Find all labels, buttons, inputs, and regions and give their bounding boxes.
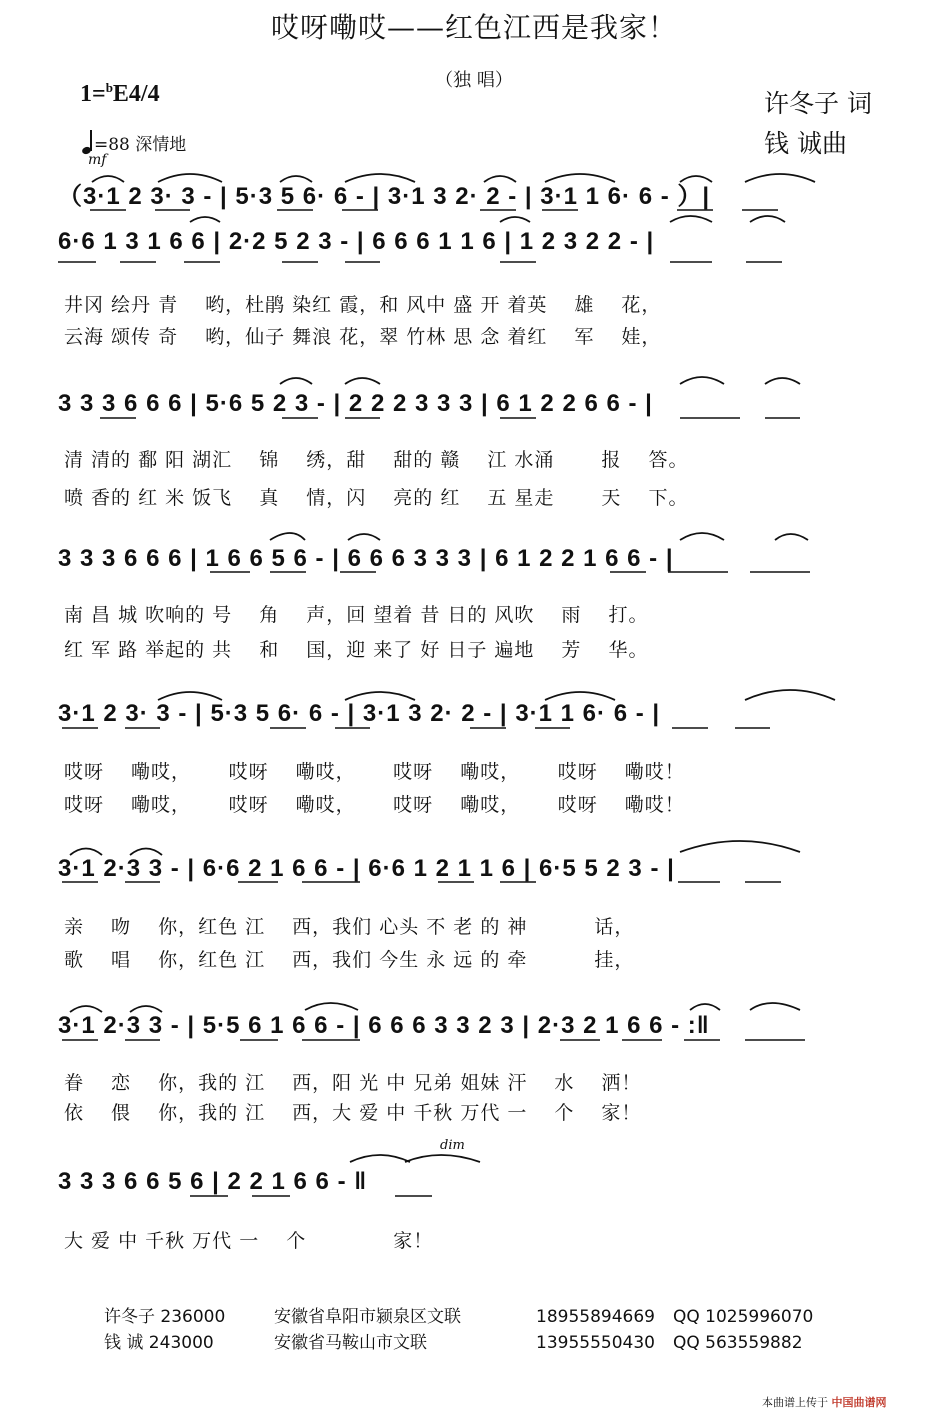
lyric-line-5a: 亲 吻 你，红色 江 西，我们 心头 不 老 的 神 话， <box>64 916 635 938</box>
contact-name-postcode: 钱 诚 243000 <box>104 1333 214 1353</box>
flat-sign: b <box>105 80 113 95</box>
lyric-line-5b: 歌 唱 你，红色 江 西，我们 今生 永 远 的 牵 挂， <box>64 949 635 971</box>
footer-row-composer <box>104 1328 803 1353</box>
score-line-intro: （3·1 2 3· 3 - | 5·3 5 6· 6 - | 3·1 3 2· 2 - | 3·1 1 6· 6 - ）| <box>58 183 711 210</box>
quarter-note-icon <box>82 130 92 154</box>
composer-credit: 钱 诚曲 <box>764 129 847 158</box>
song-title: 哎呀嘞哎——红色江西是我家！ <box>270 11 677 44</box>
score-line-6: 3·1 2·3 3 - | 5·5 6 1 6 6 - | 6 6 6 3 3 2 3 | 2·3 2 1 6 6 - :‖ <box>58 1012 710 1039</box>
lyricist-credit: 许冬子 词 <box>764 89 872 118</box>
contact-phone: 18955894669 <box>536 1307 655 1327</box>
lyric-line-3b: 红 军 路 举起的 共 和 国，迎 来了 好 日子 遍地 芳 华。 <box>64 639 649 661</box>
score-line-3: 3 3 3 6 6 6 | 1 6 6 5 6 - | 6 6 6 3 3 3 | 6 1 2 2 1 6 6 - | <box>58 545 674 572</box>
dynamic-marking: mf <box>88 152 107 168</box>
lyric-line-4b: 哎呀 嘞哎， 哎呀 嘞哎， 哎呀 嘞哎， 哎呀 嘞哎！ <box>64 794 685 816</box>
lyric-line-2a: 清 清的 鄱 阳 湖汇 锦 绣，甜 甜的 赣 江 水涌 报 答。 <box>64 449 689 471</box>
performance-type: （独 唱） <box>435 70 513 91</box>
lyric-line-2b: 喷 香的 红 米 饭飞 真 情，闪 亮的 红 五 星走 天 下。 <box>64 487 689 509</box>
score-line-1: 6·6 1 3 1 6 6 | 2·2 5 2 3 - | 6 6 6 1 1 6 | 1 2 3 2 2 - | <box>58 228 655 255</box>
watermark <box>762 1394 887 1410</box>
contact-qq: QQ 563559882 <box>673 1333 803 1353</box>
watermark-text: 本曲谱上传于 <box>762 1396 828 1409</box>
lyric-line-3a: 南 昌 城 吹响的 号 角 声，回 望着 昔 日的 风吹 雨 打。 <box>64 604 649 626</box>
lyric-line-4a: 哎呀 嘞哎， 哎呀 嘞哎， 哎呀 嘞哎， 哎呀 嘞哎！ <box>64 761 685 783</box>
key-signature <box>80 80 160 108</box>
contact-name-postcode: 许冬子 236000 <box>104 1307 226 1327</box>
tempo-text: =88 深情地 <box>94 135 187 155</box>
dim-marking: dim <box>440 1138 465 1153</box>
lyric-line-1a: 井冈 绘丹 青 哟，杜鹃 染红 霞，和 风中 盛 开 着英 雄 花， <box>64 294 662 316</box>
contact-unit: 安徽省阜阳市颍泉区文联 <box>274 1307 461 1327</box>
contact-phone: 13955550430 <box>536 1333 655 1353</box>
lyric-line-6a: 眷 恋 你，我的 江 西，阳 光 中 兄弟 姐妹 汗 水 洒！ <box>64 1072 642 1094</box>
score-line-4: 3·1 2 3· 3 - | 5·3 5 6· 6 - | 3·1 3 2· 2 - | 3·1 1 6· 6 - | <box>58 700 661 727</box>
score-line-7: 3 3 3 6 6 5 6 | 2 2 1 6 6 - ‖ <box>58 1168 368 1195</box>
lyric-line-6b: 依 偎 你，我的 江 西，大 爱 中 千秋 万代 一 个 家！ <box>64 1102 642 1124</box>
lyric-line-7: 大 爱 中 千秋 万代 一 个 家！ <box>64 1230 434 1252</box>
key-time: E4/4 <box>112 81 160 107</box>
contact-qq: QQ 1025996070 <box>673 1307 814 1327</box>
footer-row-lyricist <box>104 1302 813 1327</box>
contact-unit: 安徽省马鞍山市文联 <box>274 1333 427 1353</box>
key-prefix: 1= <box>80 81 106 107</box>
score-line-5: 3·1 2·3 3 - | 6·6 2 1 6 6 - | 6·6 1 2 1 1 6 | 6·5 5 2 3 - | <box>58 855 675 882</box>
lyric-line-1b: 云海 颂传 奇 哟，仙子 舞浪 花，翠 竹林 思 念 着红 军 娃， <box>64 326 662 348</box>
watermark-logo: 中国曲谱网 <box>831 1396 887 1409</box>
score-line-2: 3 3 3 6 6 6 | 5·6 5 2 3 - | 2 2 2 3 3 3 | 6 1 2 2 6 6 - | <box>58 390 653 417</box>
